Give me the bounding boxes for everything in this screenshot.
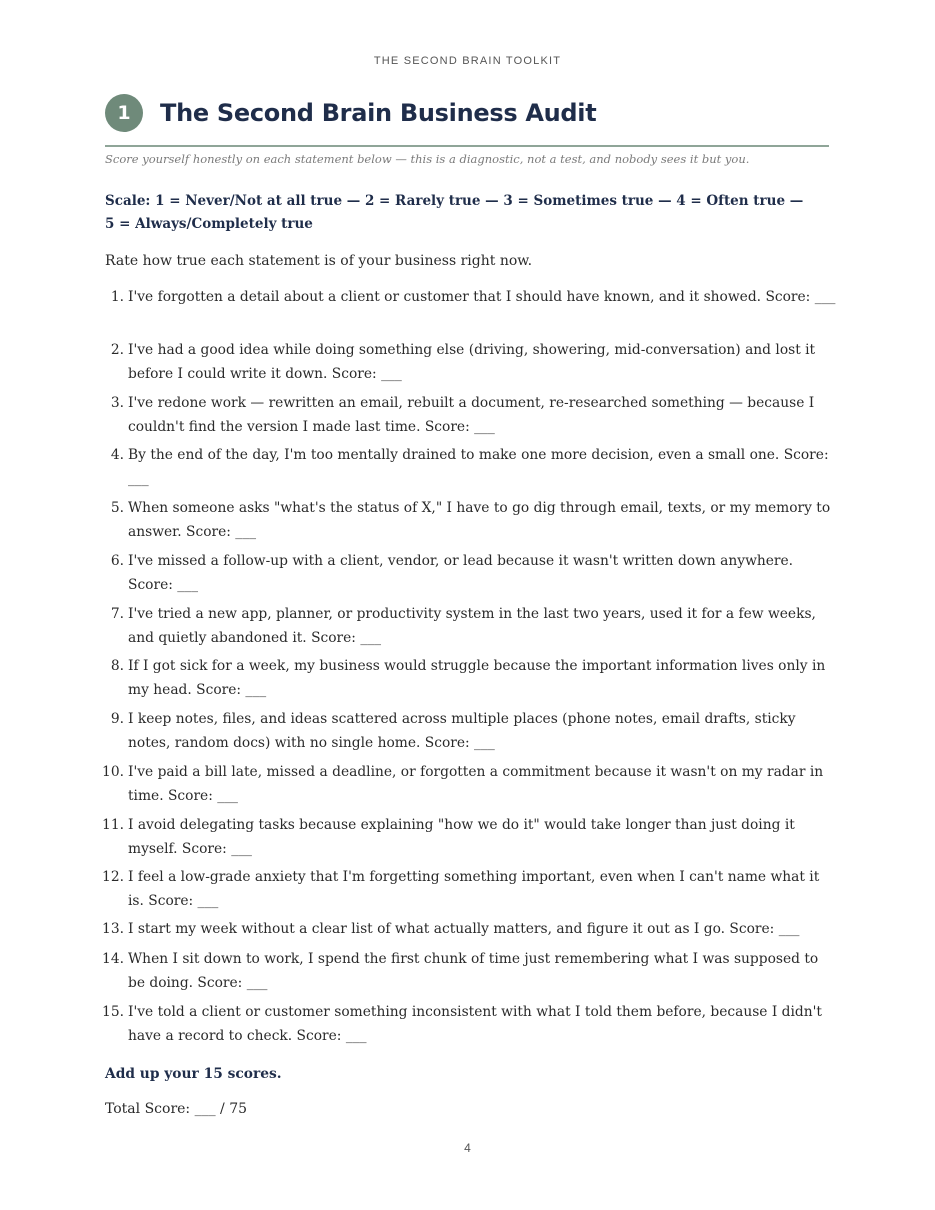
- subtitle: Score yourself honestly on each statement below — this is a diagnostic, not a test, and nobody sees it but you.: [105, 152, 750, 166]
- statement-text: By the end of the day, I'm too mentally drained to make one more decision, even a small one. Score: ___: [128, 447, 829, 487]
- statement-number: 7.: [110, 606, 124, 622]
- statement-text: I've missed a follow-up with a client, vendor, or lead because it wasn't written down anywhere. Score: ___: [128, 553, 794, 593]
- statement-text: I feel a low-grade anxiety that I'm forgetting something important, even when I can't name what it is. Score: ___: [128, 869, 820, 909]
- section-number-badge: 1: [105, 94, 143, 132]
- statement-number: 3.: [110, 395, 124, 411]
- statement-number: 2.: [110, 342, 124, 358]
- statement-item: [96, 550, 836, 597]
- statement-text: I've tried a new app, planner, or productivity system in the last two years, used it for a few weeks, and quietly abandoned it. Score: ___: [128, 606, 816, 646]
- statement-item: [96, 339, 836, 386]
- section-heading: [105, 93, 829, 133]
- statement-text: When I sit down to work, I spend the first chunk of time just remembering what I was supposed to be doing. Score: ___: [128, 951, 819, 991]
- statement-item: [96, 655, 836, 702]
- statement-number: 13.: [102, 921, 124, 937]
- statement-item: [96, 444, 836, 491]
- statement-text: If I got sick for a week, my business would struggle because the important information lives only in my head. Score: ___: [128, 658, 826, 698]
- statement-text: I've redone work — rewritten an email, rebuilt a document, re-researched something — because I couldn't find the version I made last time. Score: ___: [128, 395, 815, 435]
- statement-number: 14.: [102, 951, 124, 967]
- page-number: 4: [464, 1141, 471, 1155]
- statement-number: 6.: [110, 553, 124, 569]
- statement-number: 12.: [102, 869, 124, 885]
- statement-number: 10.: [102, 764, 124, 780]
- statement-number: 15.: [102, 1004, 124, 1020]
- statement-item: [96, 708, 836, 755]
- add-up-instruction: Add up your 15 scores.: [105, 1066, 282, 1082]
- statement-text: I start my week without a clear list of what actually matters, and figure it out as I go. Score: ___: [128, 921, 800, 937]
- statement-text: I've paid a bill late, missed a deadline, or forgotten a commitment because it wasn't on my radar in time. Score: ___: [128, 764, 824, 804]
- statement-item: [96, 392, 836, 439]
- intro-text: Rate how true each statement is of your business right now.: [105, 253, 533, 269]
- total-score-line: Total Score: ___ / 75: [105, 1101, 248, 1117]
- statement-item: [96, 603, 836, 650]
- statement-item: [96, 866, 836, 913]
- statement-item: [96, 1001, 836, 1048]
- statement-text: When someone asks "what's the status of X," I have to go dig through email, texts, or my memory to answer. Score: ___: [128, 500, 831, 540]
- statement-number: 11.: [102, 817, 124, 833]
- statement-item: [96, 497, 836, 544]
- statement-text: I avoid delegating tasks because explaining "how we do it" would take longer than just doing it myself. Score: ___: [128, 817, 795, 857]
- title-divider: [105, 145, 829, 147]
- statement-item: [96, 918, 836, 942]
- statement-number: 5.: [110, 500, 124, 516]
- statement-number: 8.: [110, 658, 124, 674]
- page-title: The Second Brain Business Audit: [160, 99, 597, 127]
- statement-number: 1.: [110, 289, 124, 305]
- statement-item: [96, 761, 836, 808]
- statement-number: 9.: [110, 711, 124, 727]
- statement-item: [96, 286, 836, 310]
- statement-text: I keep notes, files, and ideas scattered across multiple places (phone notes, email drafts, sticky notes, random docs) with no single home. Score: ___: [128, 711, 796, 751]
- statement-item: [96, 948, 836, 995]
- scale-legend: Scale: 1 = Never/Not at all true — 2 = Rarely true — 3 = Sometimes true — 4 = Often true — 5 = Always/Completely true: [105, 193, 804, 232]
- statement-text: I've told a client or customer something inconsistent with what I told them before, because I didn't have a record to check. Score: ___: [128, 1004, 822, 1044]
- statement-text: I've had a good idea while doing something else (driving, showering, mid-conversation) and lost it before I could write it down. Score: ___: [128, 342, 816, 382]
- running-header: THE SECOND BRAIN TOOLKIT: [373, 55, 562, 67]
- statement-number: 4.: [110, 447, 124, 463]
- statement-item: [96, 814, 836, 861]
- statement-text: I've forgotten a detail about a client or customer that I should have known, and it showed. Score: ___: [128, 289, 836, 305]
